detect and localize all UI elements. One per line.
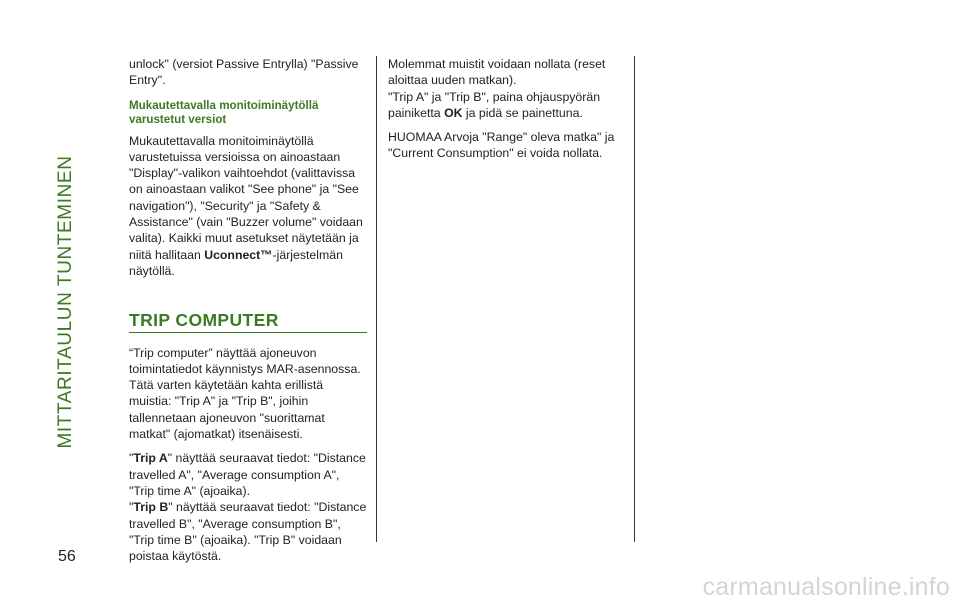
custom-display-text: Mukautettavalla monitoiminäytöllä varustetuissa versioissa on ainoastaan "Display"-valikon vaihtoehdot (valittavissa on ainoastaan valikot "See phone" ja "See navigation"), "Security" ja "Safety & Assistance" (vain "Buzzer volume" voidaan valita). Kaikki muut asetukset näytetään ja niitä hallitaan [129, 133, 363, 262]
intro-paragraph: unlock" (versiot Passive Entrylla) "Passive Entry". [129, 57, 359, 88]
custom-display-paragraph [129, 133, 367, 280]
ok-button-paragraph [388, 89, 626, 122]
column-divider-right [634, 56, 635, 542]
subheading-custom-display: Mukautettavalla monitoiminäytöllä varustetut versiot [129, 98, 319, 126]
trip-computer-intro: “Trip computer” näyttää ajoneuvon toimintatiedot käynnistys MAR-asennossa. [129, 345, 361, 376]
trip-a-text: " näyttää seuraavat tiedot: "Distance travelled A", "Average consumption A", "Trip time A" (ajoaika). [129, 451, 366, 498]
uconnect-term: Uconnect™ [204, 247, 273, 262]
watermark: carmanualsonline.info [702, 573, 950, 601]
ok-instruction-text: "Trip A" ja "Trip B", paina ohjauspyörän painiketta [388, 89, 601, 120]
trip-a-paragraph [129, 450, 367, 499]
trip-b-term: Trip B [133, 500, 169, 515]
ok-instruction-end: ja pidä se painettuna. [462, 105, 583, 120]
left-column [129, 56, 367, 564]
trip-a-quote: " [129, 451, 134, 466]
custom-display-text-end: -järjestelmän näytöllä. [129, 247, 343, 278]
trip-b-text: " näyttää seuraavat tiedot: "Distance travelled B", "Average consumption B", "Trip time B" (ajoaika). "Trip B" voidaan poistaa käytöstä. [129, 500, 367, 564]
trip-memories-paragraph: Tätä varten käytetään kahta erillistä muistia: "Trip A" ja "Trip B", joihin tallennetaan ajoneuvon "suorittamat matkat" (ajomatkat) itsenäisesti. [129, 378, 325, 442]
note-paragraph: HUOMAA Arvoja "Range" oleva matka" ja "Current Consumption" ei voida nollata. [388, 130, 615, 161]
trip-b-quote: " [129, 500, 134, 515]
column-divider-left [376, 56, 377, 542]
ok-term: OK [444, 105, 463, 120]
trip-b-paragraph [129, 499, 367, 564]
section-title-trip-computer: TRIP COMPUTER [129, 312, 367, 332]
chapter-side-title: MITTARITAULUN TUNTEMINEN [55, 155, 76, 449]
right-column [388, 56, 626, 162]
reset-paragraph: Molemmat muistit voidaan nollata (reset aloittaa uuden matkan). [388, 57, 606, 88]
page-number: 56 [58, 548, 76, 565]
trip-a-term: Trip A [133, 451, 168, 466]
